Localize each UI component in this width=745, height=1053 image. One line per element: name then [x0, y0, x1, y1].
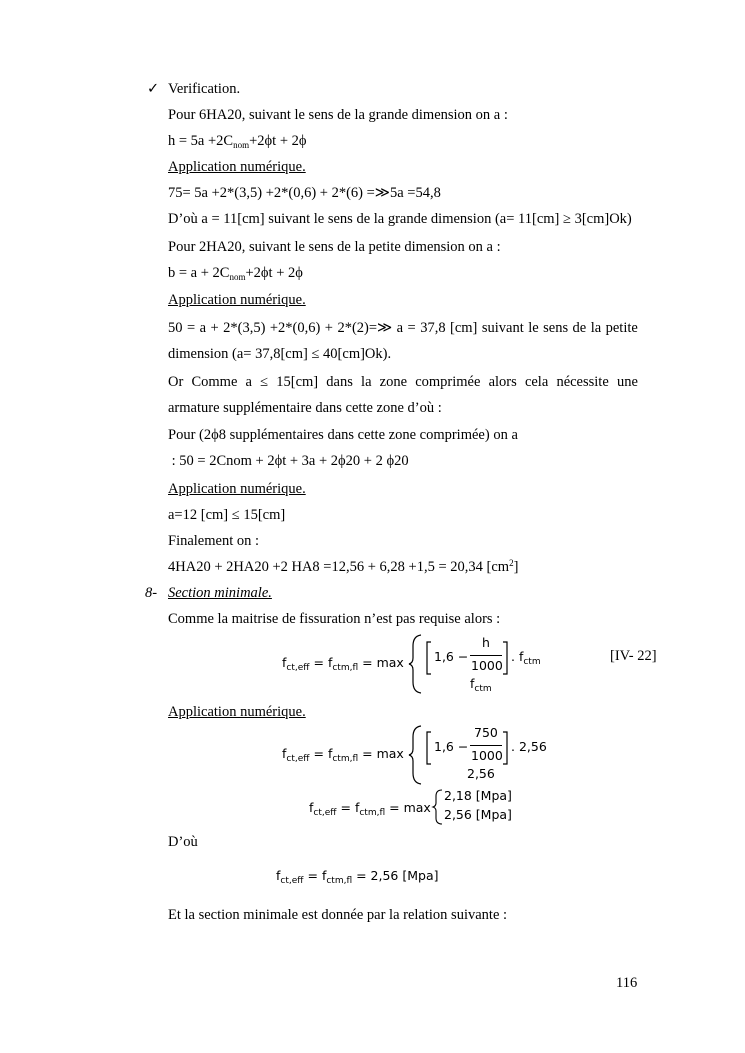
- max-value: 2,18 [Mpa]: [444, 788, 512, 803]
- math-sub: ctm,fl: [359, 808, 386, 818]
- text-part: ]: [513, 559, 519, 575]
- word: la: [590, 320, 602, 336]
- page-number: 116: [616, 975, 638, 991]
- checkmark-icon: ✓: [147, 81, 160, 97]
- text-line: armature supplémentaire dans cette zone d’où :: [168, 400, 442, 416]
- left-bracket: [425, 731, 433, 765]
- text-line: Finalement on :: [168, 533, 260, 549]
- text-line: D’où a = 11[cm] suivant le sens de la grande dimension (a= 11[cm] ≥ 3[cm]Ok): [168, 211, 632, 227]
- text-line: : 50 = 2Cnom + 2ϕt + 3a + 2ϕ20 + 2 ϕ20: [168, 453, 409, 469]
- word: =: [407, 320, 416, 336]
- math-f: f: [354, 800, 360, 815]
- word: la: [361, 374, 372, 390]
- formula-part: b = a + 2C: [168, 265, 230, 281]
- curly-brace: [409, 634, 423, 694]
- math-sub: ct,eff: [286, 663, 310, 673]
- section-number: 8-: [145, 585, 158, 601]
- word: comprimée: [415, 374, 481, 390]
- word: le: [528, 320, 539, 336]
- fraction-numerator: 750: [474, 725, 498, 740]
- word: de: [572, 320, 587, 336]
- word: cela: [524, 374, 549, 390]
- math-eq: =: [313, 746, 324, 761]
- fraction-bar: [470, 655, 502, 656]
- math-f: f: [276, 868, 281, 883]
- equation-lhs: [282, 746, 404, 764]
- section-title: Section minimale.: [168, 585, 272, 601]
- justified-line: [168, 375, 638, 390]
- formula-sub: nom: [229, 272, 246, 282]
- left-bracket: [425, 641, 433, 675]
- math-f: f: [282, 746, 287, 761]
- math-term: 2,56: [467, 766, 495, 781]
- math-eq: =: [362, 655, 373, 670]
- math-f: f: [470, 676, 475, 691]
- math-sub: ctm,fl: [332, 663, 359, 673]
- equation-reference: [IV- 22]: [610, 648, 657, 664]
- fraction-bar: [470, 745, 502, 746]
- math-eq: =: [307, 868, 318, 883]
- justified-line: [168, 321, 638, 336]
- word: suivant: [481, 320, 524, 336]
- text-line: Comme la maitrise de fissuration n’est pas requise alors :: [168, 611, 501, 627]
- math-eq: =: [389, 800, 400, 815]
- word: une: [616, 374, 638, 390]
- math-sub: ct,eff: [280, 876, 304, 886]
- word: nécessite: [556, 374, 609, 390]
- verification-heading: Verification.: [168, 81, 241, 97]
- math-max: max: [376, 746, 404, 761]
- max-value: 2,56 [Mpa]: [444, 807, 512, 822]
- word: +2*(0,6): [269, 320, 321, 336]
- word: =: [186, 320, 196, 336]
- formula-b: [168, 266, 303, 281]
- math-sub: ct,eff: [313, 808, 337, 818]
- math-eq: =: [313, 655, 324, 670]
- word: sens: [543, 320, 569, 336]
- word: 15[cm]: [276, 374, 319, 390]
- word: petite: [605, 320, 638, 336]
- fraction-denominator: 1000: [471, 658, 503, 673]
- application-label: Application numérique.: [168, 704, 306, 720]
- math-term: 1,6 −: [434, 649, 469, 664]
- math-f: f: [327, 746, 333, 761]
- right-bracket: [502, 641, 510, 675]
- math-eq: =: [340, 800, 351, 815]
- math-sub: ctm: [523, 657, 541, 667]
- text-line: D’où: [168, 834, 198, 850]
- word: dans: [326, 374, 353, 390]
- application-label: Application numérique.: [168, 292, 306, 308]
- math-dot: . f: [511, 649, 524, 664]
- math-term: [470, 676, 492, 694]
- application-label: Application numérique.: [168, 481, 306, 497]
- math-sub: ctm,fl: [326, 876, 353, 886]
- text-line: 75= 5a +2*(3,5) +2*(0,6) + 2*(6) =≫5a =54,8: [168, 185, 441, 201]
- math-sub: ct,eff: [286, 754, 310, 764]
- math-f: f: [321, 868, 327, 883]
- equation-lhs: [309, 800, 431, 818]
- equation-lhs: [282, 655, 404, 673]
- formula-sub: nom: [233, 140, 250, 150]
- word: 2*(2)=≫: [337, 320, 393, 336]
- curly-brace: [409, 725, 423, 785]
- text-line: Pour 6HA20, suivant le sens de la grande dimension on a :: [168, 107, 508, 123]
- text-line: Et la section minimale est donnée par la relation suivante :: [168, 907, 508, 923]
- text-line: [168, 560, 518, 575]
- math-f: f: [309, 800, 314, 815]
- word: zone: [379, 374, 408, 390]
- formula-h: [168, 134, 307, 149]
- word: 37,8: [420, 320, 446, 336]
- math-max: max: [403, 800, 431, 815]
- math-term: 1,6 −: [434, 739, 469, 754]
- text-line: a=12 [cm] ≤ 15[cm]: [168, 507, 286, 523]
- word: a: [396, 320, 404, 336]
- word: 50: [168, 320, 183, 336]
- text-line: dimension (a= 37,8[cm] ≤ 40[cm]Ok).: [168, 346, 392, 362]
- curly-brace: [433, 789, 443, 825]
- text-line: Pour (2ϕ8 supplémentaires dans cette zone comprimée) on a: [168, 427, 518, 443]
- right-bracket: [502, 731, 510, 765]
- fraction-denominator: 1000: [471, 748, 503, 763]
- word: [cm]: [450, 320, 478, 336]
- math-sub: ctm: [474, 684, 492, 694]
- math-term: . 2,56: [511, 739, 547, 754]
- text-line: Pour 2HA20, suivant le sens de la petite dimension on a :: [168, 239, 501, 255]
- word: alors: [488, 374, 517, 390]
- math-value: = 2,56 [Mpa]: [356, 868, 439, 883]
- math-f: f: [327, 655, 333, 670]
- text-sup: 2: [509, 558, 514, 568]
- word: +: [210, 320, 219, 336]
- word: Or: [168, 374, 184, 390]
- word: a: [245, 374, 252, 390]
- math-eq: =: [362, 746, 373, 761]
- math-sub: ctm,fl: [332, 754, 359, 764]
- word: ≤: [260, 374, 269, 390]
- word: +: [324, 320, 333, 336]
- math-max: max: [376, 655, 404, 670]
- math-term: [511, 649, 541, 667]
- formula-part: h = 5a +2C: [168, 133, 234, 149]
- equation-result: [276, 868, 439, 886]
- fraction-numerator: h: [482, 635, 490, 650]
- word: Comme: [191, 374, 238, 390]
- application-label: Application numérique.: [168, 159, 306, 175]
- text-part: 4HA20 + 2HA20 +2 HA8 =12,56 + 6,28 +1,5 = 20,34 [cm: [168, 559, 510, 575]
- word: a: [199, 320, 207, 336]
- formula-part: +2ϕt + 2ϕ: [245, 265, 303, 281]
- formula-part: +2ϕt + 2ϕ: [249, 133, 307, 149]
- math-f: f: [282, 655, 287, 670]
- word: 2*(3,5): [223, 320, 266, 336]
